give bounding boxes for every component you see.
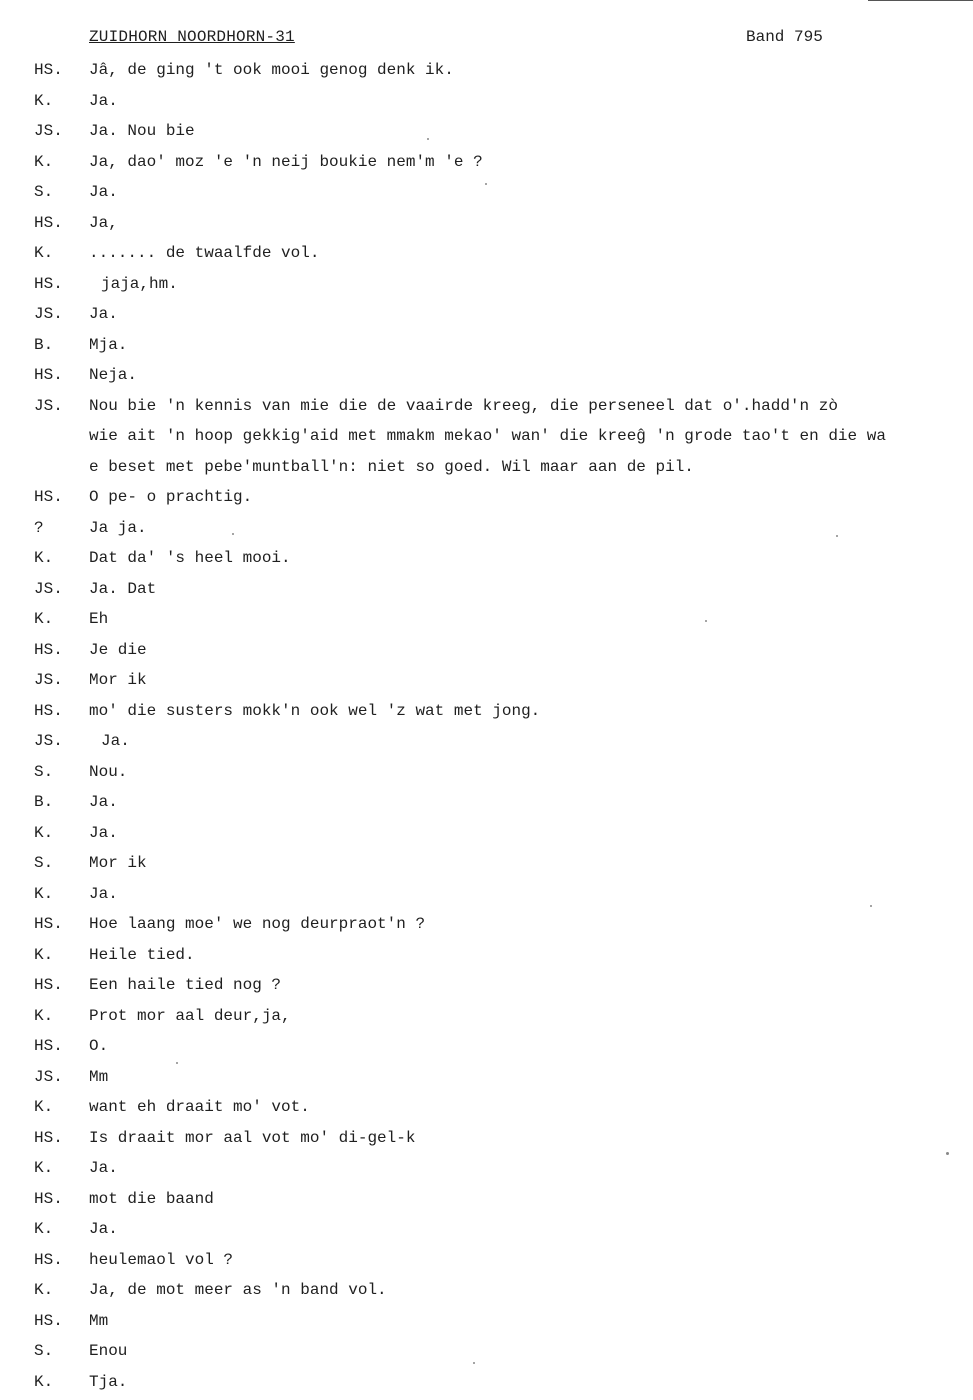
speaker-label: K. [34, 821, 84, 845]
speaker-label: S. [34, 180, 84, 204]
transcript-line [0, 394, 973, 425]
speaker-label: HS. [34, 272, 84, 296]
transcript-line [0, 58, 973, 89]
speaker-label: ? [34, 516, 84, 540]
speaker-label: HS. [34, 973, 84, 997]
utterance-text: Ja, de mot meer as 'n band vol. [89, 1278, 387, 1302]
transcript-line [0, 1034, 973, 1065]
transcript-line [0, 1065, 973, 1096]
transcript-line [0, 546, 973, 577]
transcript-line [0, 150, 973, 181]
speaker-label: K. [34, 150, 84, 174]
transcript-line [0, 760, 973, 791]
speaker-label: K. [34, 882, 84, 906]
utterance-text: Je die [89, 638, 147, 662]
speaker-label: HS. [34, 211, 84, 235]
transcript-continuation [0, 455, 973, 486]
scan-speck [176, 1062, 178, 1064]
transcript-line [0, 516, 973, 547]
utterance-text: Dat da' 's heel mooi. [89, 546, 291, 570]
transcript-lines [0, 58, 973, 1400]
utterance-text: Heile tied. [89, 943, 195, 967]
speaker-label: JS. [34, 394, 84, 418]
transcript-line [0, 638, 973, 669]
speaker-label: HS. [34, 912, 84, 936]
speaker-label: K. [34, 1278, 84, 1302]
transcript-line [0, 1187, 973, 1218]
transcript-line [0, 211, 973, 242]
speaker-label: HS. [34, 1126, 84, 1150]
utterance-text: Ja. [89, 180, 118, 204]
speaker-label: B. [34, 333, 84, 357]
utterance-text: Ja, [89, 211, 118, 235]
transcript-line [0, 272, 973, 303]
utterance-text: Neja. [89, 363, 137, 387]
speaker-label: K. [34, 943, 84, 967]
utterance-text: Mm [89, 1065, 108, 1089]
transcript-line [0, 333, 973, 364]
utterance-text: Prot mor aal deur,ja, [89, 1004, 291, 1028]
speaker-label: JS. [34, 729, 84, 753]
scan-speck [946, 1152, 949, 1155]
speaker-label: S. [34, 760, 84, 784]
transcript-line [0, 912, 973, 943]
utterance-text: Enou [89, 1339, 127, 1363]
transcript-line [0, 577, 973, 608]
utterance-text: Ja. [89, 790, 118, 814]
utterance-text: Ja ja. [89, 516, 147, 540]
scan-speck [232, 533, 234, 535]
utterance-text: Nou bie 'n kennis van mie die de vaairde kreeg, die perseneel dat o'.hadd'n zò [89, 394, 838, 418]
speaker-label: HS. [34, 1248, 84, 1272]
transcript-line [0, 363, 973, 394]
scan-speck [836, 535, 838, 537]
scan-speck [705, 620, 707, 622]
utterance-text: Ja. Nou bie [89, 119, 195, 143]
transcript-line [0, 1309, 973, 1340]
transcript-line [0, 119, 973, 150]
speaker-label: HS. [34, 485, 84, 509]
speaker-label: B. [34, 790, 84, 814]
band-number: Band 795 [746, 28, 823, 46]
utterance-text: want eh draait mo' vot. [89, 1095, 310, 1119]
document-title: ZUIDHORN NOORDHORN-31 [89, 28, 295, 46]
transcript-line [0, 1217, 973, 1248]
utterance-text: Een haile tied nog ? [89, 973, 281, 997]
page-header [0, 28, 973, 52]
speaker-label: K. [34, 1004, 84, 1028]
top-rule [868, 0, 973, 1]
speaker-label: HS. [34, 1187, 84, 1211]
transcript-line [0, 89, 973, 120]
transcript-line [0, 668, 973, 699]
scan-speck [870, 905, 872, 907]
speaker-label: K. [34, 1370, 84, 1394]
transcript-line [0, 943, 973, 974]
transcript-line [0, 241, 973, 272]
utterance-text: Ja. [89, 89, 118, 113]
utterance-text: ....... de twaalfde vol. [89, 241, 319, 265]
speaker-label: HS. [34, 1034, 84, 1058]
utterance-text: Mja. [89, 333, 127, 357]
utterance-text: Ja. Dat [89, 577, 156, 601]
speaker-label: HS. [34, 1309, 84, 1333]
speaker-label: K. [34, 607, 84, 631]
speaker-label: K. [34, 1095, 84, 1119]
transcript-line [0, 1004, 973, 1035]
transcript-line [0, 729, 973, 760]
utterance-text: mot die baand [89, 1187, 214, 1211]
speaker-label: K. [34, 1217, 84, 1241]
transcript-continuation [0, 424, 973, 455]
speaker-label: JS. [34, 577, 84, 601]
speaker-label: S. [34, 851, 84, 875]
transcript-line [0, 485, 973, 516]
transcript-line [0, 607, 973, 638]
transcript-line [0, 821, 973, 852]
utterance-text: Is draait mor aal vot mo' di-gel-k [89, 1126, 415, 1150]
utterance-text: Ja. [89, 302, 118, 326]
speaker-label: JS. [34, 668, 84, 692]
speaker-label: HS. [34, 699, 84, 723]
transcript-line [0, 851, 973, 882]
transcript-line [0, 882, 973, 913]
speaker-label: K. [34, 546, 84, 570]
utterance-text: e beset met pebe'muntball'n: niet so goed. Wil maar aan de pil. [89, 455, 694, 479]
utterance-text: jaja,hm. [101, 272, 178, 296]
speaker-label: HS. [34, 363, 84, 387]
scan-speck [485, 183, 487, 185]
speaker-label: K. [34, 1156, 84, 1180]
speaker-label: JS. [34, 119, 84, 143]
utterance-text: O pe- o prachtig. [89, 485, 252, 509]
utterance-text: Nou. [89, 760, 127, 784]
transcript-line [0, 1156, 973, 1187]
utterance-text: Ja. [101, 729, 130, 753]
utterance-text: Mm [89, 1309, 108, 1333]
transcript-line [0, 1095, 973, 1126]
utterance-text: Ja. [89, 1156, 118, 1180]
transcript-line [0, 1126, 973, 1157]
utterance-text: mo' die susters mokk'n ook wel 'z wat met jong. [89, 699, 540, 723]
speaker-label: HS. [34, 58, 84, 82]
transcript-line [0, 790, 973, 821]
transcript-line [0, 1370, 973, 1400]
utterance-text: Eh [89, 607, 108, 631]
transcript-line [0, 1339, 973, 1370]
transcript-line [0, 1248, 973, 1279]
speaker-label: K. [34, 241, 84, 265]
utterance-text: O. [89, 1034, 108, 1058]
speaker-label: S. [34, 1339, 84, 1363]
scan-speck [473, 1362, 475, 1364]
speaker-label: HS. [34, 638, 84, 662]
utterance-text: Jâ, de ging 't ook mooi genog denk ik. [89, 58, 454, 82]
transcript-line [0, 1278, 973, 1309]
utterance-text: wie ait 'n hoop gekkig'aid met mmakm mekao' wan' die kreeĝ 'n grode tao't en die wa [89, 424, 886, 448]
transcript-line [0, 302, 973, 333]
speaker-label: JS. [34, 1065, 84, 1089]
utterance-text: Tja. [89, 1370, 127, 1394]
utterance-text: Mor ik [89, 851, 147, 875]
speaker-label: K. [34, 89, 84, 113]
speaker-label: JS. [34, 302, 84, 326]
utterance-text: heulemaol vol ? [89, 1248, 233, 1272]
utterance-text: Hoe laang moe' we nog deurpraot'n ? [89, 912, 425, 936]
utterance-text: Ja. [89, 821, 118, 845]
scan-speck [427, 138, 429, 140]
utterance-text: Mor ik [89, 668, 147, 692]
utterance-text: Ja. [89, 882, 118, 906]
utterance-text: Ja, dao' moz 'e 'n neij boukie nem'm 'e ? [89, 150, 483, 174]
transcript-line [0, 973, 973, 1004]
utterance-text: Ja. [89, 1217, 118, 1241]
transcript-line [0, 699, 973, 730]
